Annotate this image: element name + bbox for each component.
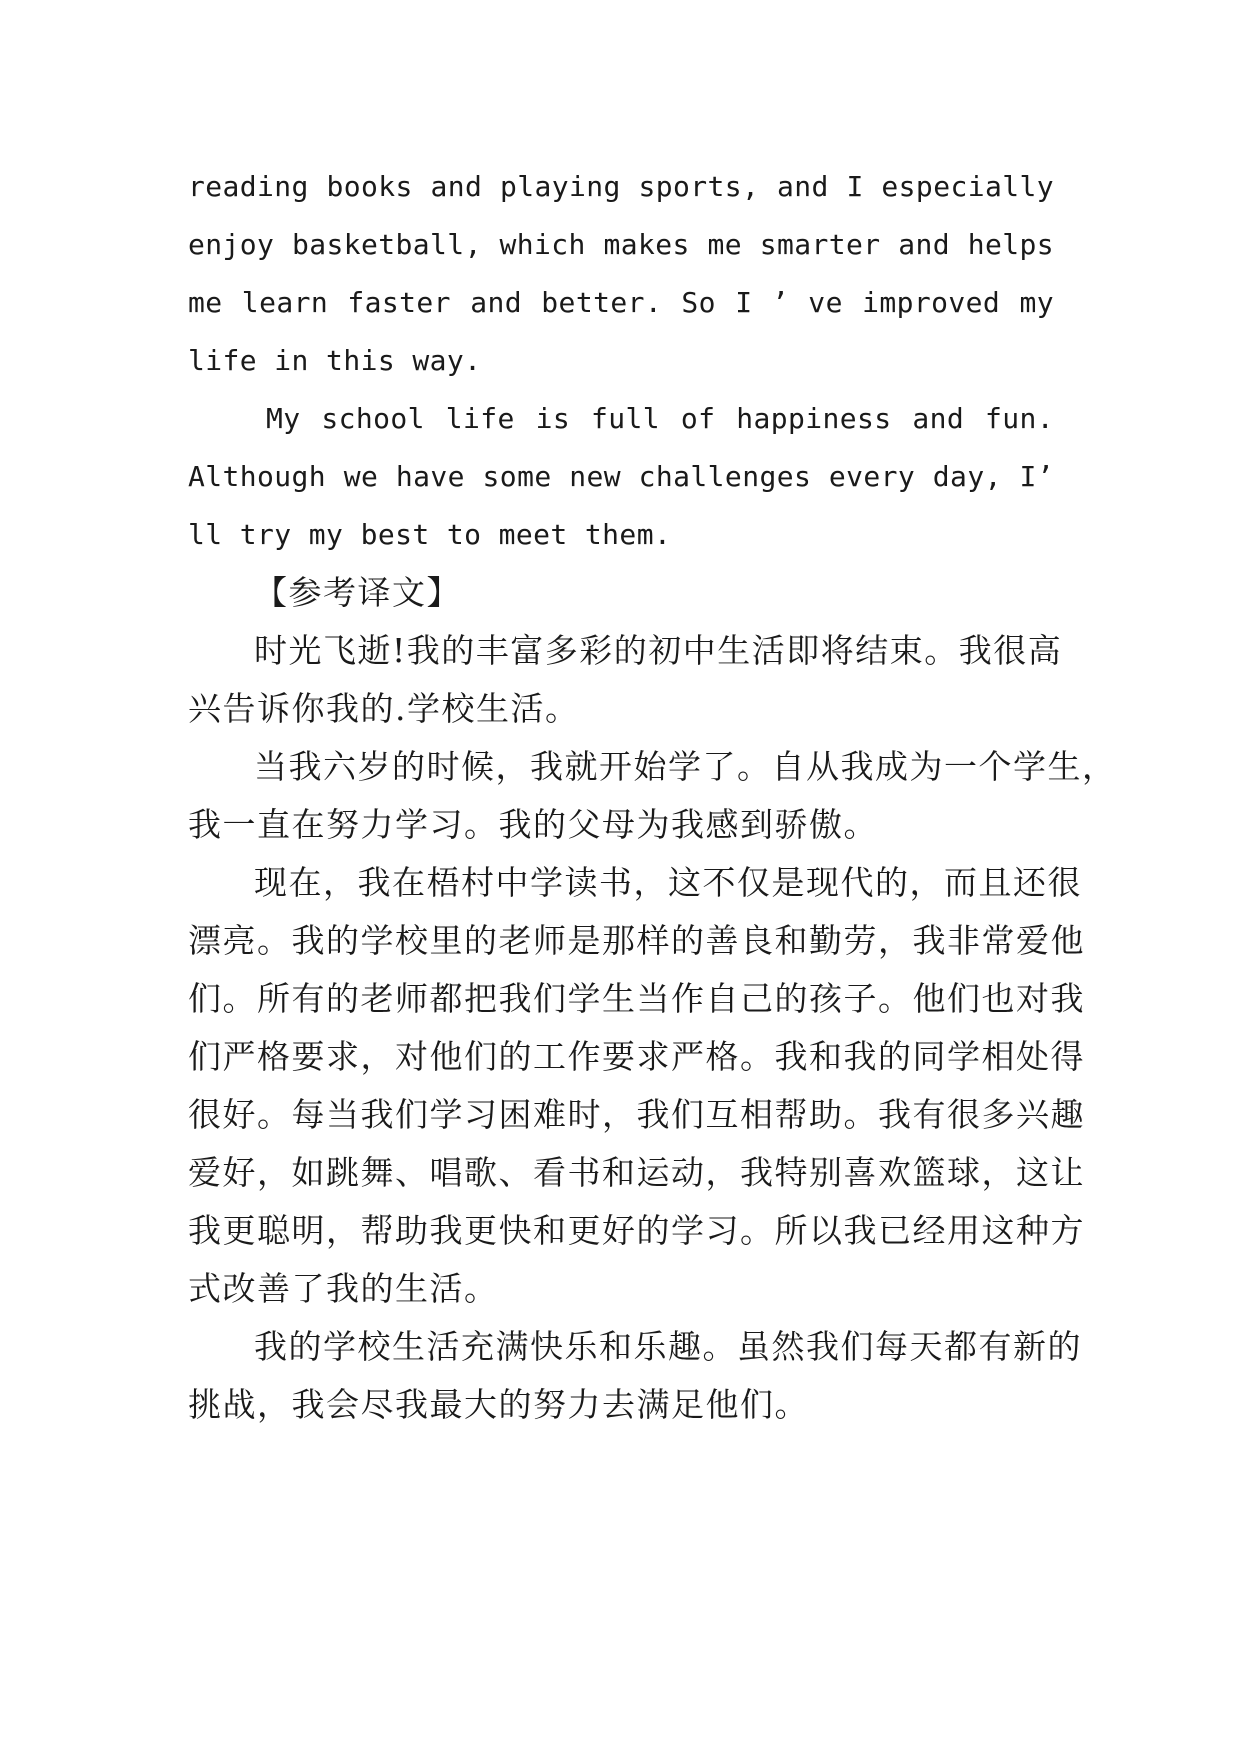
chinese-text-line: 我更聪明，帮助我更快和更好的学习。所以我已经用这种方 (188, 1211, 1085, 1250)
document-body (188, 158, 1117, 1434)
section-heading: 【参考译文】 (254, 573, 461, 612)
chinese-text-line: 们严格要求，对他们的工作要求严格。我和我的同学相处得 (188, 1037, 1085, 1076)
english-text-line: Although we have some new challenges every day, I’ (188, 460, 1054, 493)
english-text-line: enjoy basketball, which makes me smarter and helps (188, 228, 1054, 261)
english-text-line: me learn faster and better. So I ’ ve improved my (188, 286, 1054, 319)
english-text-line: reading books and playing sports, and I especially (188, 170, 1054, 203)
chinese-text-line: 时光飞逝!我的丰富多彩的初中生活即将结束。我很高 (254, 631, 1063, 670)
chinese-text-line: 当我六岁的时候，我就开始学了。自从我成为一个学生， (254, 747, 1117, 786)
english-text-line: life in this way. (188, 344, 482, 377)
chinese-text-line: 现在，我在梧村中学读书，这不仅是现代的，而且还很 (254, 863, 1082, 902)
english-text-line: My school life is full of happiness and fun. (266, 402, 1054, 435)
chinese-text-line: 我一直在努力学习。我的父母为我感到骄傲。 (188, 805, 878, 844)
chinese-text-line: 漂亮。我的学校里的老师是那样的善良和勤劳，我非常爱他 (188, 921, 1085, 960)
chinese-text-line: 很好。每当我们学习困难时，我们互相帮助。我有很多兴趣 (188, 1095, 1085, 1134)
chinese-text-line: 式改善了我的生活。 (188, 1269, 499, 1308)
chinese-text-line: 兴告诉你我的.学校生活。 (188, 689, 580, 728)
chinese-text-line: 挑战，我会尽我最大的努力去满足他们。 (188, 1385, 809, 1424)
chinese-text-line: 爱好，如跳舞、唱歌、看书和运动，我特别喜欢篮球，这让 (188, 1153, 1085, 1192)
chinese-text-line: 我的学校生活充满快乐和乐趣。虽然我们每天都有新的 (254, 1327, 1082, 1366)
chinese-text-line: 们。所有的老师都把我们学生当作自己的孩子。他们也对我 (188, 979, 1085, 1018)
english-text-line: ll try my best to meet them. (188, 518, 672, 551)
